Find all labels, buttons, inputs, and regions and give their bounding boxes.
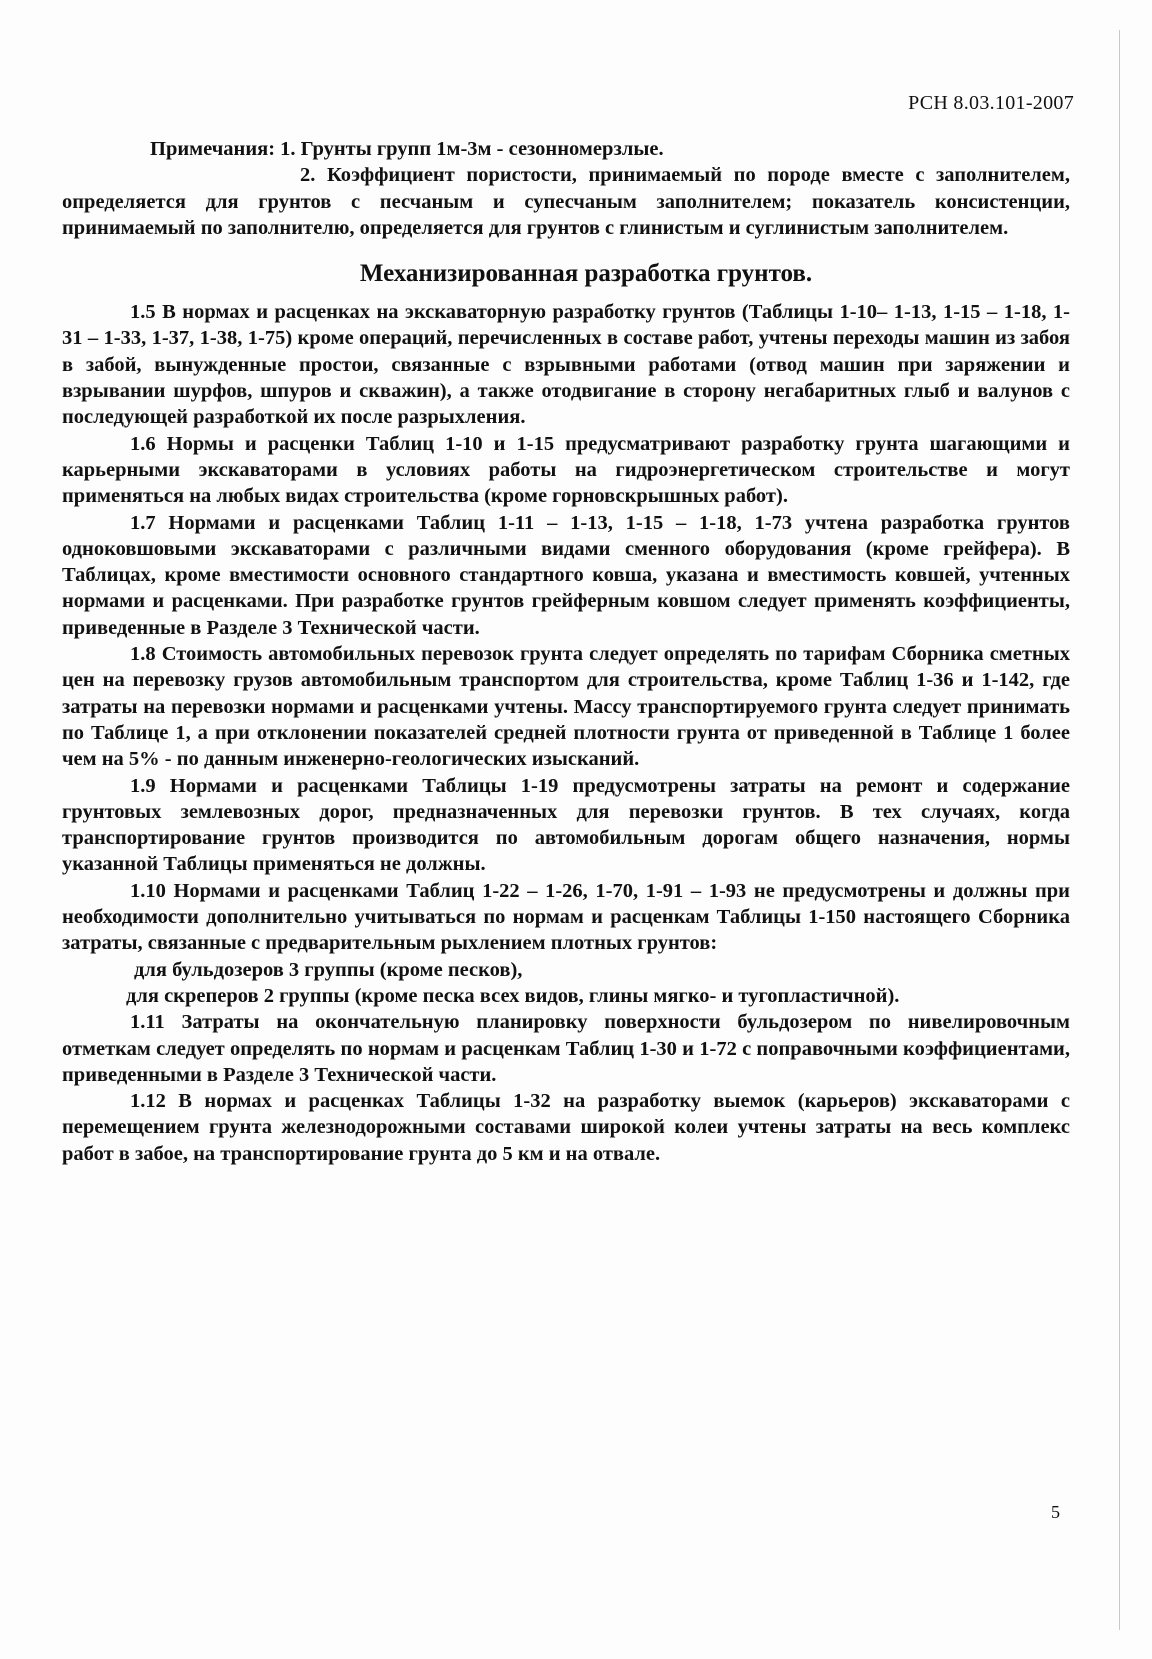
list-item-scrapers: для скреперов 2 группы (кроме песка всех видов, глины мягко- и тугопластичной). (126, 984, 900, 1007)
paragraph-1-9: 1.9 Нормами и расценками Таблицы 1-19 предусмотрены затраты на ремонт и содержание грунтовых землевозных дорог, предназначенных для перевозки грунтов. В тех случаях, когда транспортирование грунтов производится по автомобильным дорогам общего назначения, нормы указанной Таблицы применяться не должны. (62, 774, 1070, 876)
document-code: РСН 8.03.101-2007 (908, 92, 1074, 114)
paragraph-1-5: 1.5 В нормах и расценках на экскаваторную разработку грунтов (Таблицы 1-10– 1-13, 1-15 – 1-18, 1-31 – 1-33, 1-37, 1-38, 1-75) кроме операций, перечисленных в составе работ, учтены переходы машин из забоя в забой, вынужденные простои, связанные с взрывными работами (отвод машин при заряжении и взрывании шурфов, шпуров и скважин), а также отодвигание в сторону негабаритных глыб и валунов с последующей разработкой их после разрыхления. (62, 301, 1070, 429)
paragraph-1-8: 1.8 Стоимость автомобильных перевозок грунта следует определять по тарифам Сборника сметных цен на перевозку грузов автомобильным транспортом для строительства, кроме Таблиц 1-36 и 1-142, где затраты на перевозки нормами и расценками учтены. Массу транспортируемого грунта следует принимать по Таблице 1, а при отклонении показателей средней плотности грунта от приведенной в Таблице 1 более чем на 5% - по данным инженерно-геологических изысканий. (62, 643, 1070, 771)
note-1: Примечания: 1. Грунты групп 1м-3м - сезонномерзлые. (150, 138, 664, 160)
paragraph-1-12: 1.12 В нормах и расценках Таблицы 1-32 на разработку выемок (карьеров) экскаваторами с перемещением грунта железнодорожными составами широкой колеи учтены затраты на весь комплекс работ в забое, на транспортирование грунта до 5 км и на отвале. (62, 1090, 1070, 1165)
paragraph-1-11: 1.11 Затраты на окончательную планировку поверхности бульдозером по нивелировочным отметкам следует определять по нормам и расценкам Таблиц 1-30 и 1-72 с поправочными коэффициентами, приведенными в Разделе 3 Технической части. (62, 1011, 1070, 1086)
paragraph-1-10: 1.10 Нормами и расценками Таблиц 1-22 – 1-26, 1-70, 1-91 – 1-93 не предусмотрены и должны при необходимости дополнительно учитываться по нормам и расценкам Таблицы 1-150 настоящего Сборника затраты, связанные с предварительным рыхлением плотных грунтов: (62, 879, 1070, 955)
list-item-bulldozers: для бульдозеров 3 группы (кроме песков), (134, 958, 523, 981)
note-2: 2. Коэффициент пористости, принимаемый по породе вместе с заполнителем, определяется для грунтов с песчаным и супесчаным заполнителем; показатель консистенции, принимаемый по заполнителю, определяется для грунтов с глинистым и суглинистым заполнителем. (62, 164, 1070, 239)
paragraph-1-7: 1.7 Нормами и расценками Таблиц 1-11 – 1-13, 1-15 – 1-18, 1-73 учтена разработка грунтов одноковшовыми экскаваторами с различными видами сменного оборудования (кроме грейфера). В Таблицах, кроме вместимости основного стандартного ковша, указана и вместимость ковшей, учтенных нормами и расценками. При разработке грунтов грейферным ковшом следует применять коэффициенты, приведенные в Разделе 3 Технической части. (62, 511, 1070, 639)
scan-edge-line (1119, 30, 1120, 1630)
page-number: 5 (1051, 1502, 1060, 1522)
section-title: Механизированная разработка грунтов. (359, 260, 813, 288)
document-body (62, 136, 1070, 1167)
paragraph-1-6: 1.6 Нормы и расценки Таблиц 1-10 и 1-15 предусматривают разработку грунта шагающими и карьерными экскаваторами в условиях работы на гидроэнергетическом строительстве и могут применяться на любых видах строительства (кроме горновскрышных работ). (62, 432, 1070, 508)
